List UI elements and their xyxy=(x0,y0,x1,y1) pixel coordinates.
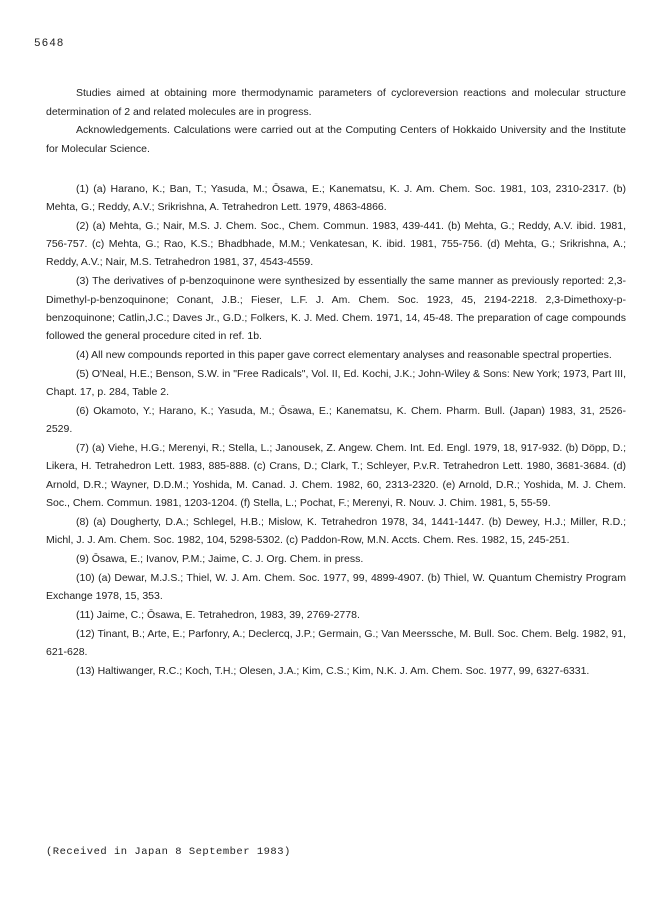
reference-7: (7) (a) Viehe, H.G.; Merenyi, R.; Stella, L.; Janousek, Z. Angew. Chem. Int. Ed. Engl. 1979, 18, 917-932. (b) Döpp, D.; Likera, H. Tetrahedron Lett. 1983, 885-888. (c) Crans, D.; Clark, T.; Schleyer, P.v.R. Tetrahedron Lett. 1980, 3681-3684. (d) Arnold, D.R.; Wayner, D.D.M.; Yoshida, M. Canad. J. Chem. 1982, 60, 2313-2320. (e) Arnold, D.R.; Yoshida, M. J. Chem. Soc., Chem. Commun. 1981, 1203-1204. (f) Stella, L.; Pochat, F.; Merenyi, R. Nouv. J. Chim. 1981, 5, 55-59. xyxy=(46,442,626,509)
received-date: (Received in Japan 8 September 1983) xyxy=(46,846,291,858)
reference-1: (1) (a) Harano, K.; Ban, T.; Yasuda, M.; Ōsawa, E.; Kanematsu, K. J. Am. Chem. Soc. 1981, 103, 2310-2317. (b) Mehta, G.; Reddy, A.V.; Srikrishna, A. Tetrahedron Lett. 1979, 4863-4866. xyxy=(46,183,626,214)
reference-4: (4) All new compounds reported in this paper gave correct elementary analyses and reasonable spectral properties. xyxy=(76,348,612,361)
reference-2: (2) (a) Mehta, G.; Nair, M.S. J. Chem. Soc., Chem. Commun. 1983, 439-441. (b) Mehta, G.; Reddy, A.V. ibid. 1981, 756-757. (c) Mehta, G.; Rao, K.S.; Bhadbhade, M.M.; Venkatesan, K. ibid. 1981, 755-756. (d) Mehta, G.; Srikrishna, A.; Reddy, A.V.; Nair, M.S. Tetrahedron 1981, 37, 4543-4559. xyxy=(46,220,626,269)
reference-11: (11) Jaime, C.; Ōsawa, E. Tetrahedron, 1983, 39, 2769-2778. xyxy=(76,609,360,622)
reference-3: (3) The derivatives of p-benzoquinone were synthesized by essentially the same manner as previously reported: 2,3-Dimethyl-p-benzoquinone; Conant, J.B.; Fieser, L.F. J. Am. Chem. Soc. 1923, 45, 2194-2218. 2,3-Dimethoxy-p-benzoquinone; Catlin,J.C.; Daves Jr., G.D.; Folkers, K. J. Med. Chem. 1971, 14, 45-48. The preparation of cage compounds followed the general procedure cited in ref. 1b. xyxy=(46,275,626,342)
reference-13: (13) Haltiwanger, R.C.; Koch, T.H.; Olesen, J.A.; Kim, C.S.; Kim, N.K. J. Am. Chem. Soc. 1977, 99, 6327-6331. xyxy=(76,665,590,678)
page-number: 5648 xyxy=(34,38,65,50)
acknowledgements-paragraph: Acknowledgements. Calculations were carried out at the Computing Centers of Hokkaido University and the Institute for Molecular Science. xyxy=(46,124,626,155)
closing-paragraph xyxy=(46,84,626,158)
references-list xyxy=(46,180,626,682)
body-paragraph: Studies aimed at obtaining more thermodynamic parameters of cycloreversion reactions and molecular structure determination of 2 and related molecules are in progress. xyxy=(46,87,626,118)
reference-10: (10) (a) Dewar, M.J.S.; Thiel, W. J. Am. Chem. Soc. 1977, 99, 4899-4907. (b) Thiel, W. Quantum Chemistry Program Exchange 1978, 15, 353. xyxy=(46,571,626,603)
reference-9: (9) Ōsawa, E.; Ivanov, P.M.; Jaime, C. J. Org. Chem. in press. xyxy=(76,552,364,565)
reference-12: (12) Tinant, B.; Arte, E.; Parfonry, A.; Declercq, J.P.; Germain, G.; Van Meerssche, M. Bull. Soc. Chem. Belg. 1982, 91, 621-628. xyxy=(46,628,626,659)
reference-6: (6) Okamoto, Y.; Harano, K.; Yasuda, M.; Ōsawa, E.; Kanematsu, K. Chem. Pharm. Bull. (Japan) 1983, 31, 2526-2529. xyxy=(46,405,626,436)
reference-5: (5) O'Neal, H.E.; Benson, S.W. in "Free Radicals", Vol. II, Ed. Kochi, J.K.; John-Wiley & Sons: New York; 1973, Part III, Chapt. 17, p. 284, Table 2. xyxy=(46,367,626,399)
reference-8: (8) (a) Dougherty, D.A.; Schlegel, H.B.; Mislow, K. Tetrahedron 1978, 34, 1441-1447. (b) Dewey, H.J.; Miller, R.D.; Michl, J. J. Am. Chem. Soc. 1982, 104, 5298-5302. (c) Paddon-Row, M.N. Accts. Chem. Res. 1982, 15, 245-251. xyxy=(46,515,626,546)
